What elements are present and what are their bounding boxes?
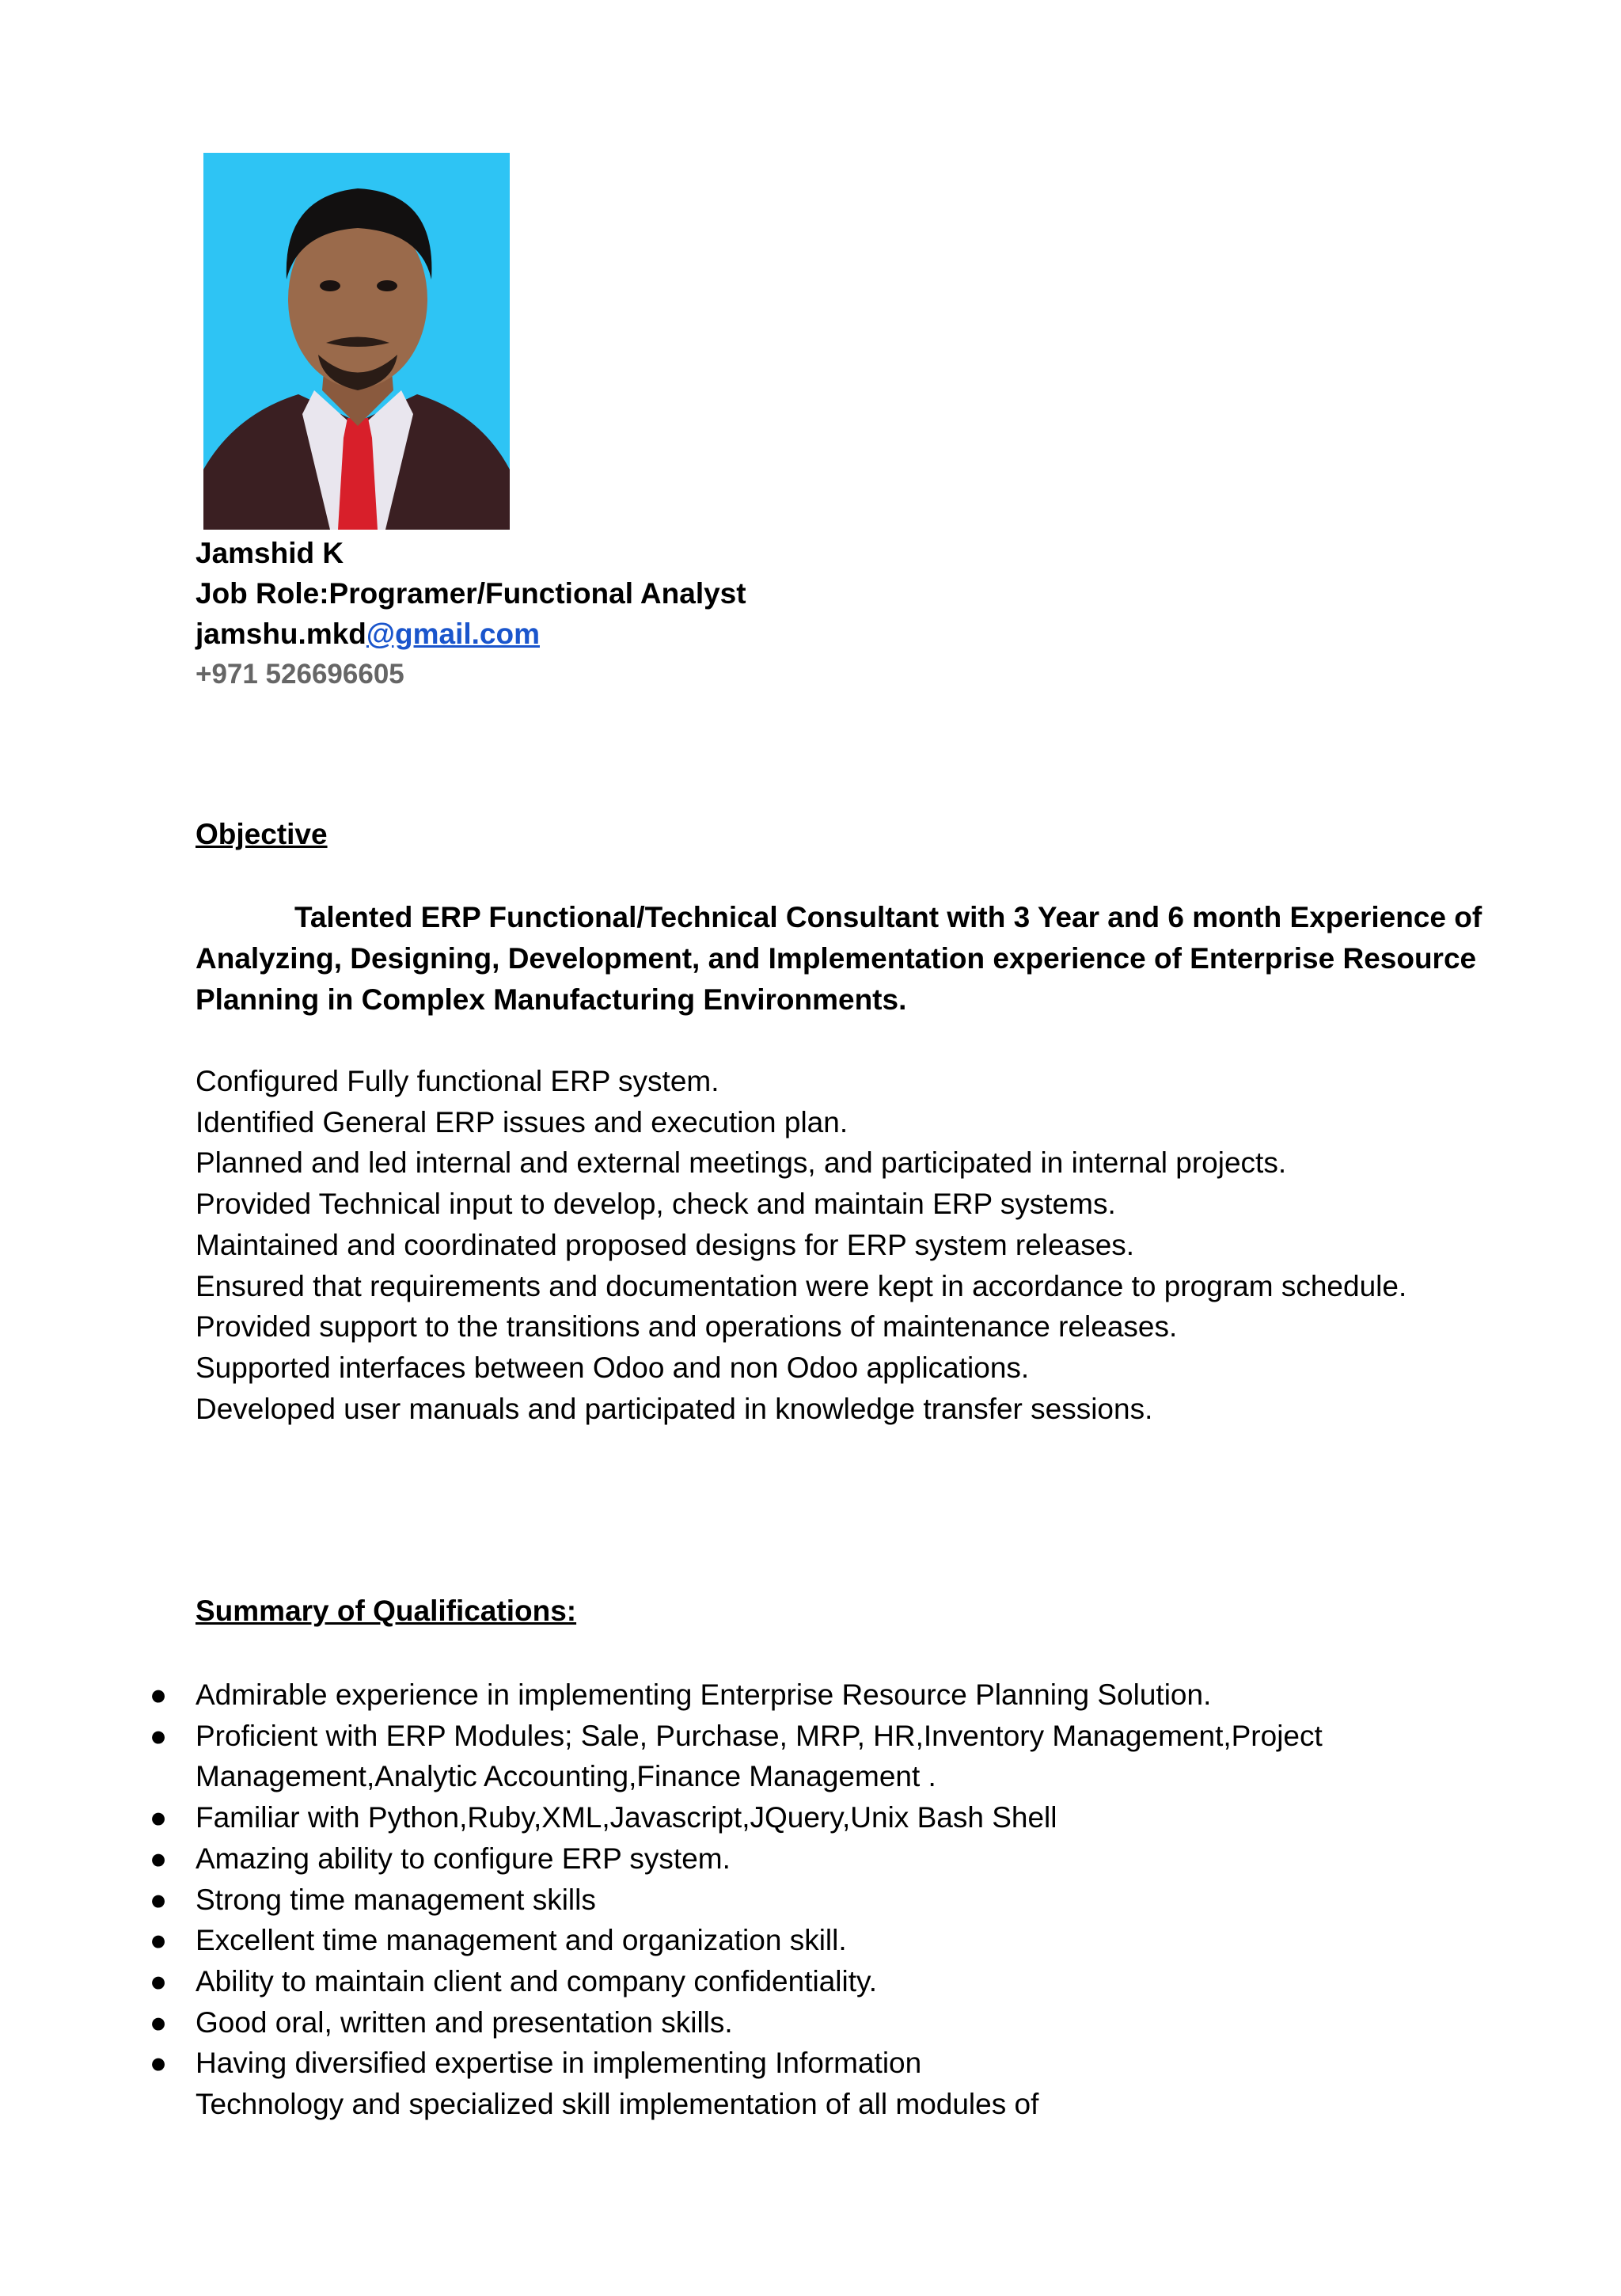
qualification-item xyxy=(149,1880,1494,1921)
duty-item: Identified General ERP issues and execution plan. xyxy=(196,1105,848,1138)
qualification-text: Proficient with ERP Modules; Sale, Purchase, MRP, HR,Inventory Management,Project Management,Analytic Accounting,Finance Management . xyxy=(196,1719,1323,1793)
duty-item: Provided Technical input to develop, check and maintain ERP systems. xyxy=(196,1188,1116,1221)
bullet-icon: ● xyxy=(149,1924,168,1957)
qualification-item xyxy=(149,1797,1494,1838)
qualification-text: Excellent time management and organization skill. xyxy=(196,1924,847,1957)
duty-item: Ensured that requirements and documentation were kept in accordance to program schedule. xyxy=(196,1269,1407,1302)
objective-summary: Talented ERP Functional/Technical Consultant with 3 Year and 6 month Experience of Analyzing, Designing, Development, and Implementation experience of Enterprise Resource Planning in Complex Manufacturing Environments. xyxy=(196,901,1482,1016)
duty-item: Developed user manuals and participated in knowledge transfer sessions. xyxy=(196,1392,1153,1425)
bullet-icon: ● xyxy=(149,1719,168,1752)
qualification-item xyxy=(149,1961,1494,2002)
qualification-text: Amazing ability to configure ERP system. xyxy=(196,1842,731,1875)
duty-item: Planned and led internal and external meetings, and participated in internal projects. xyxy=(196,1146,1287,1180)
qualification-text: Familiar with Python,Ruby,XML,Javascript,JQuery,Unix Bash Shell xyxy=(196,1801,1057,1834)
objective-duties-list xyxy=(196,1061,1494,1429)
qualification-item xyxy=(149,1716,1494,1797)
qualification-item xyxy=(149,1674,1494,1716)
job-role: Job Role:Programer/Functional Analyst xyxy=(196,577,746,610)
profile-photo-image xyxy=(203,153,510,530)
contact-block xyxy=(196,533,746,694)
candidate-name: Jamshid K xyxy=(196,537,344,569)
qualification-text: Admirable experience in implementing Enterprise Resource Planning Solution. xyxy=(196,1678,1212,1711)
phone-number: +971 526696605 xyxy=(196,659,404,690)
email[interactable] xyxy=(196,614,746,654)
qualification-item xyxy=(149,2002,1494,2043)
duty-item: Provided support to the transitions and operations of maintenance releases. xyxy=(196,1310,1178,1344)
qualification-text: Strong time management skills xyxy=(196,1883,596,1916)
qualification-item xyxy=(149,2043,1494,2124)
bullet-icon: ● xyxy=(149,2047,168,2080)
qualification-text: Good oral, written and presentation skills. xyxy=(196,2005,733,2039)
bullet-icon: ● xyxy=(149,1883,168,1916)
qualification-item xyxy=(149,1920,1494,1961)
qualifications-heading: Summary of Qualifications: xyxy=(196,1595,577,1627)
qualifications-list xyxy=(149,1674,1494,2125)
duty-item: Maintained and coordinated proposed designs for ERP system releases. xyxy=(196,1228,1135,1261)
qualification-item xyxy=(149,1838,1494,1880)
email-domain-link[interactable]: @gmail.com xyxy=(366,618,540,650)
objective-heading: Objective xyxy=(196,818,328,850)
bullet-icon: ● xyxy=(149,1678,168,1711)
qualification-text: Ability to maintain client and company confidentiality. xyxy=(196,1964,878,1998)
duty-item: Configured Fully functional ERP system. xyxy=(196,1065,719,1097)
bullet-icon: ● xyxy=(149,1801,168,1834)
bullet-icon: ● xyxy=(149,1842,168,1875)
qualification-text: Having diversified expertise in implementing Information xyxy=(196,2047,922,2080)
bullet-icon: ● xyxy=(149,1964,168,1998)
bullet-icon: ● xyxy=(149,2005,168,2039)
qualification-continuation: Technology and specialized skill implementation of all modules of xyxy=(196,2088,1039,2121)
email-user: jamshu.mkd xyxy=(196,618,366,650)
profile-photo xyxy=(203,153,510,530)
duty-item: Supported interfaces between Odoo and non Odoo applications. xyxy=(196,1351,1030,1384)
